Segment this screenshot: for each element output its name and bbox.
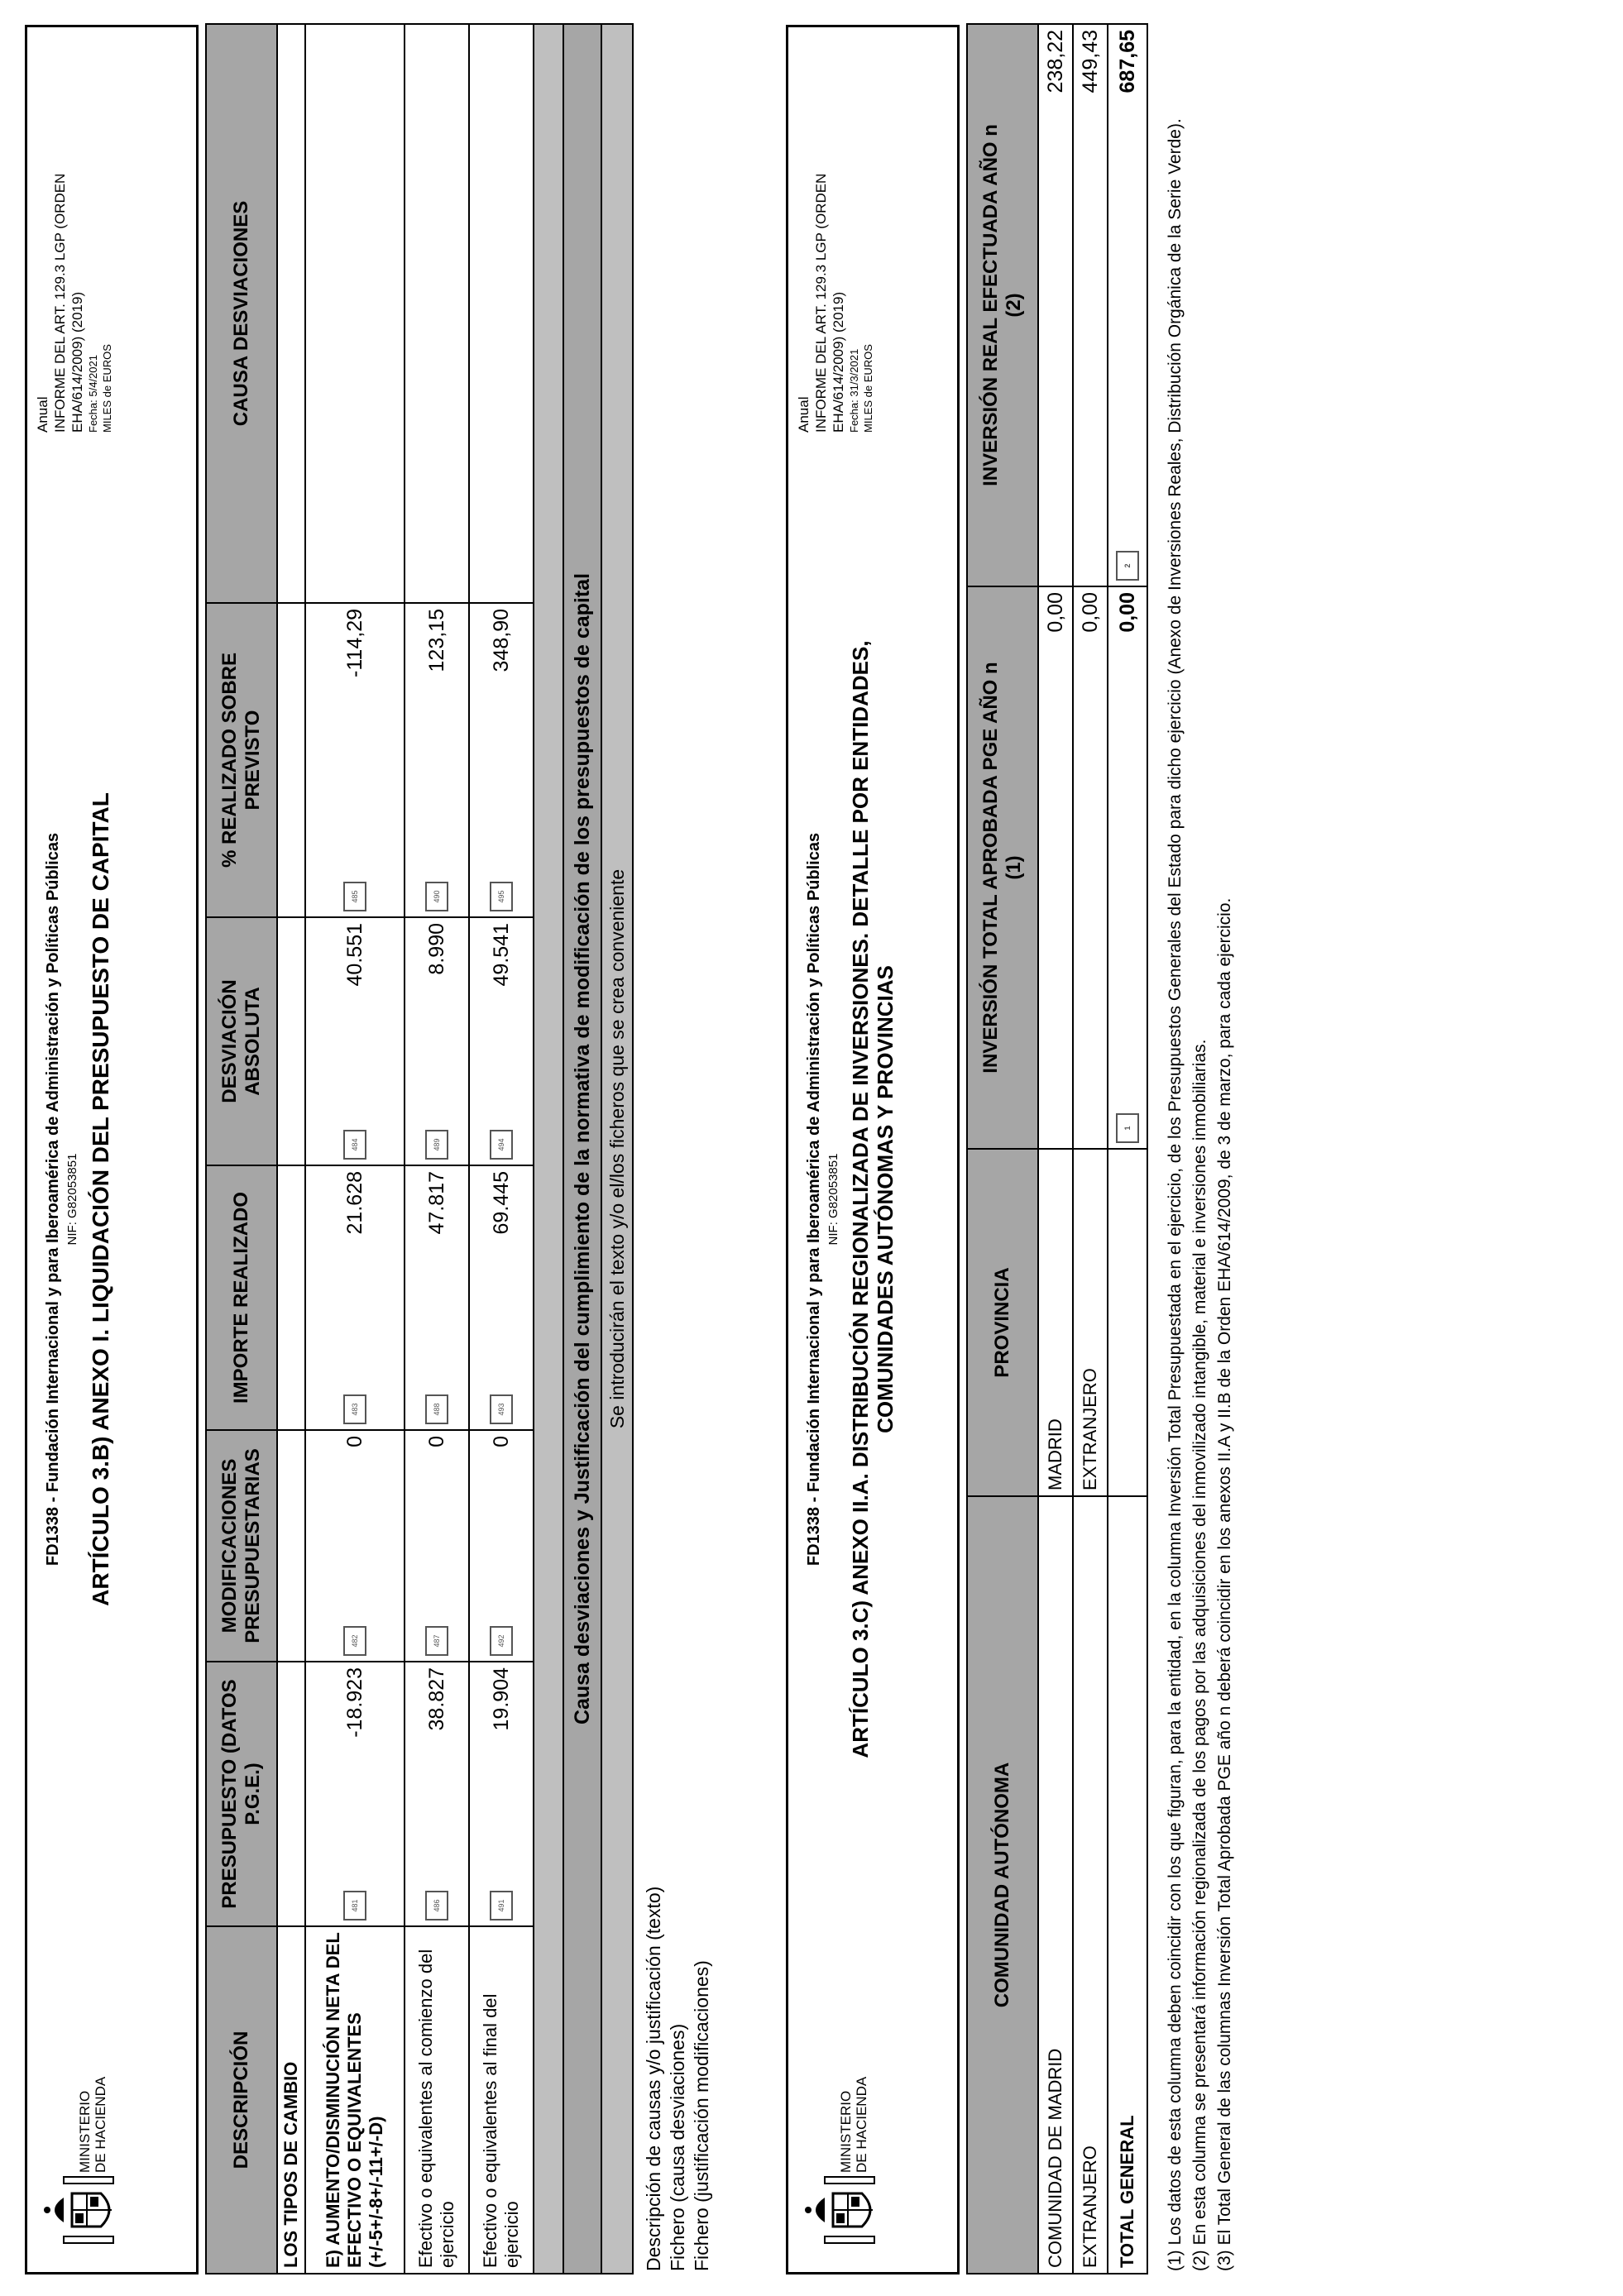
budget-cell[interactable] [305,1662,405,1926]
report-ref-line2: EHA/614/2009) (2019) [69,291,85,433]
modifications-value: 0 [489,1436,513,1447]
col-approved [967,586,1038,1149]
capital-budget-section [0,0,744,2296]
causes-text-link[interactable]: Descripción de causas y/o justificación (texto) [643,1886,664,2271]
total-approved-value: 0,00 [1115,592,1139,633]
report-period: Anual [35,396,50,433]
capital-budget-table [205,23,634,2274]
report-units: MILES de EUROS [101,344,113,433]
field-code: 484 [343,1130,366,1160]
deviation-value: 40.551 [342,923,366,987]
ministry-line2: DE HACIENDA [854,2076,869,2173]
province-cell: MADRID [1038,1149,1073,1496]
modifications-value: 0 [342,1436,366,1447]
report-header [25,25,199,2274]
cause-cell[interactable] [405,24,469,603]
attachment-list [642,1887,714,2271]
coat-of-arms-icon [800,2173,891,2247]
causes-subtitle-row [601,24,633,2274]
col-real [967,24,1038,586]
budget-value: 38.827 [424,1667,448,1731]
field-code: 482 [343,1626,366,1656]
community-cell: COMUNIDAD DE MADRID [1038,1496,1073,2274]
col-real-note: (2) [1003,293,1025,318]
col-description: DESCRIPCIÓN [206,1926,277,2274]
report-date: Fecha: 5/4/2021 [87,355,99,433]
col-realized: IMPORTE REALIZADO [206,1165,277,1430]
footnotes [1163,38,1238,2271]
pct-value: 123,15 [424,609,448,672]
modifications-cell[interactable] [469,1430,534,1662]
field-code: 491 [490,1891,513,1921]
ministry-name [77,2077,108,2173]
field-code: 483 [343,1394,366,1424]
total-approved-cell[interactable] [1108,586,1147,1149]
realized-value: 21.628 [342,1171,366,1235]
field-code: 481 [343,1891,366,1921]
coat-of-arms-icon [39,2173,130,2247]
realized-value: 69.445 [489,1171,513,1235]
causes-file-link[interactable]: Fichero (causa desviaciones) [667,2023,688,2271]
cause-cell[interactable] [469,24,534,603]
community-cell: EXTRANJERO [1073,1496,1108,2274]
causes-subtitle: Se introducirán el texto y/o el/los ficheros que se crea conveniente [601,24,633,2274]
modifications-cell[interactable] [405,1430,469,1662]
footnote-3: (3) El Total General de las columnas Inversión Total Aprobada PGE año n deberá coincidir en los anexos II.A y II.B de la Orden EHA/614/2009, de 3 de marzo, para cada ejercicio. [1215,897,1234,2271]
pct-value: 348,90 [489,609,513,672]
approved-cell[interactable]: 0,00 [1038,586,1073,1149]
deviation-value: 8.990 [424,923,448,975]
footnote-1: (1) Los datos de esta columna deben coincidir con los que figuran, para la entidad, en la columna Inversión Total Presupuestada en el ejercicio, de los Presupuestos Generales del Estado para dicho ejercicio (Anexo de Inversiones Reales, Distribución Orgánica de la Serie Verde). [1166,118,1185,2271]
investment-table [966,23,1148,2274]
group-row [277,24,305,2274]
group-label: LOS TIPOS DE CAMBIO [277,1926,305,2274]
header-row [967,24,1038,2274]
investment-distribution-section [761,0,1623,2296]
row-label: Efectivo o equivalentes al comienzo del ejercicio [405,1926,469,2274]
col-real-label: INVERSIÓN REAL EFECTUADA AÑO n [979,124,1002,486]
header-row [206,24,277,2274]
real-cell[interactable]: 238,22 [1038,24,1073,586]
realized-cell[interactable] [469,1165,534,1430]
realized-cell[interactable] [405,1165,469,1430]
field-code: 494 [490,1130,513,1160]
field-code: 485 [343,882,366,911]
field-code: 490 [425,882,448,911]
budget-cell[interactable] [405,1662,469,1926]
field-code: 493 [490,1394,513,1424]
col-province: PROVINCIA [967,1149,1038,1496]
report-header [786,25,960,2274]
pct-cell[interactable] [305,603,405,917]
col-approved-label: INVERSIÓN TOTAL APROBADA PGE AÑO n [979,662,1002,1074]
ministry-line1: MINISTERIO [77,2090,93,2173]
table-row [405,24,469,2274]
total-label: TOTAL GENERAL [1108,1496,1147,2274]
approved-cell[interactable]: 0,00 [1073,586,1108,1149]
col-approved-note: (1) [1003,855,1025,880]
field-code: 486 [425,1891,448,1921]
report-ref-line1: INFORME DEL ART. 129.3 LGP (ORDEN [52,173,68,433]
report-title-block [42,457,115,1941]
causes-title-row [563,24,601,2274]
budget-cell[interactable] [469,1662,534,1926]
row-label: E) AUMENTO/DISMINUCIÓN NETA DEL EFECTIVO O EQUIVALENTES (+/-5+/-8+/-11+/-D) [305,1926,405,2274]
entity-name: FD1338 - Fundación Internacional y para Iberoamérica de Administración y Políticas Públicas [805,832,823,1567]
cause-cell[interactable] [305,24,405,603]
ministry-name [838,2077,869,2173]
field-code: 1 [1116,1113,1139,1143]
field-code: 487 [425,1626,448,1656]
footnote-2: (2) En esta columna se presentará información regionalizada de los pagos por las adquisiciones del inmovilizado intangible, material e inversiones inmobiliarias. [1190,1039,1209,2271]
deviation-cell[interactable] [305,917,405,1165]
budget-value: -18.923 [342,1667,366,1738]
col-cause: CAUSA DESVIACIONES [206,24,277,603]
modifications-value: 0 [424,1436,448,1447]
col-deviation: DESVIACIÓN ABSOLUTA [206,917,277,1165]
budget-value: 19.904 [489,1667,513,1731]
field-code: 2 [1116,551,1139,581]
deviation-value: 49.541 [489,923,513,987]
report-title-line2: COMUNIDADES AUTÓNOMAS Y PROVINCIAS [873,965,898,1433]
realized-cell[interactable] [305,1165,405,1430]
real-cell[interactable]: 449,43 [1073,24,1108,586]
total-row [1108,24,1147,2274]
report-ref-line2: EHA/614/2009) (2019) [831,291,846,433]
ministry-line2: DE HACIENDA [93,2076,108,2173]
table-row [305,24,405,2274]
deviation-cell[interactable] [469,917,534,1165]
row-label: Efectivo o equivalentes al final del ejercicio [469,1926,534,2274]
entity-nif: NIF: G82053851 [826,1153,840,1246]
report-title-block [803,457,898,1941]
table-row [1038,24,1073,2274]
table-row [469,24,534,2274]
pct-value: -114,29 [342,609,366,677]
table-row [1073,24,1108,2274]
realized-value: 47.817 [424,1171,448,1235]
col-pct-realized: % REALIZADO SOBRE PREVISTO [206,603,277,917]
causes-title: Causa desviaciones y Justificación del cumplimiento de la normativa de modificación de los presupuestos de capital [563,24,601,2274]
col-modifications: MODIFICACIONES PRESUPUESTARIAS [206,1430,277,1662]
modifications-cell[interactable] [305,1430,405,1662]
report-ref-line1: INFORME DEL ART. 129.3 LGP (ORDEN [813,173,829,433]
report-info [34,52,114,433]
field-code: 492 [490,1626,513,1656]
entity-nif: NIF: G82053851 [65,1153,79,1246]
col-budget: PRESUPUESTO (DATOS P.G.E.) [206,1662,277,1926]
spacer-row [534,24,563,2274]
pct-cell[interactable] [405,603,469,917]
report-title-line1: ARTÍCULO 3.C) ANEXO II.A. DISTRIBUCIÓN REGIONALIZADA DE INVERSIONES. DETALLE POR ENTIDADES, [848,640,873,1758]
pct-cell[interactable] [469,603,534,917]
entity-name: FD1338 - Fundación Internacional y para Iberoamérica de Administración y Políticas Públicas [44,832,62,1567]
report-units: MILES de EUROS [862,344,874,433]
field-code: 488 [425,1394,448,1424]
report-date: Fecha: 31/3/2021 [848,348,860,433]
total-real-cell[interactable] [1108,24,1147,586]
report-title: ARTÍCULO 3.B) ANEXO I. LIQUIDACIÓN DEL PRESUPUESTO DE CAPITAL [88,792,113,1606]
deviation-cell[interactable] [405,917,469,1165]
province-cell: EXTRANJERO [1073,1149,1108,1496]
report-info [795,52,875,433]
justification-file-link[interactable]: Fichero (justificación modificaciones) [691,1960,712,2271]
ministry-line1: MINISTERIO [838,2090,854,2173]
field-code: 489 [425,1130,448,1160]
field-code: 495 [490,882,513,911]
total-real-value: 687,65 [1115,30,1139,93]
col-community: COMUNIDAD AUTÓNOMA [967,1496,1038,2274]
report-period: Anual [796,396,812,433]
